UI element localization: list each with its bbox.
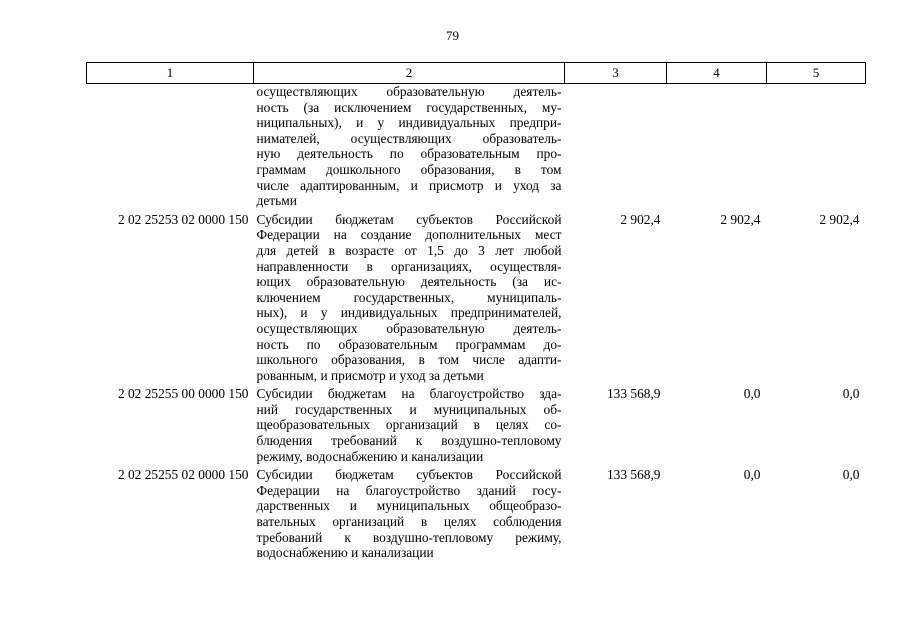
description-line: осуществляющих образовательную деятель- [256, 84, 562, 99]
description-line: ключением государственных, муниципаль- [256, 289, 562, 305]
description-line: вательных организаций в целях соблюдения [256, 514, 562, 530]
description-cell [254, 84, 565, 209]
description-line: ную деятельность по образовательным про- [256, 146, 562, 162]
amount-cell-col3 [565, 84, 667, 209]
description-line: для детей в возрасте от 1,5 до 3 лет любой [256, 242, 562, 258]
budget-code-cell: 2 02 25255 00 0000 150 [117, 386, 249, 402]
description-line: режиму, водоснабжению и канализации [256, 448, 484, 464]
column-header-2: 2 [254, 63, 565, 84]
amount-cell-col5: 2 902,4 [819, 211, 860, 227]
description-line: Субсидии бюджетам субъектов Российской [256, 211, 562, 227]
table-row [87, 209, 866, 384]
description-line: щеобразовательных организаций в целях со- [256, 417, 562, 433]
column-header-5: 5 [767, 63, 866, 84]
table-body [87, 84, 866, 561]
budget-code-cell [87, 84, 254, 209]
description-cell [254, 209, 565, 384]
table-header [87, 63, 866, 84]
amount-cell-col5: 0,0 [842, 467, 860, 483]
description-line: детьми [256, 193, 297, 209]
description-line: Федерации на благоустройство зданий госу- [256, 482, 562, 498]
description-cell [254, 383, 565, 464]
description-line: ность (за исключением государственных, му- [256, 99, 562, 115]
description-line: требований к воздушно-тепловому режиму, [256, 529, 562, 545]
description-line: граммам дошкольного образования, в том [256, 161, 562, 177]
table-row [87, 84, 866, 209]
table-row [87, 383, 866, 464]
table-row [87, 464, 866, 561]
amount-cell-col5: 0,0 [842, 386, 860, 402]
description-line: ний государственных и муниципальных об- [256, 401, 562, 417]
amount-cell-col3: 2 902,4 [620, 211, 661, 227]
column-header-4: 4 [667, 63, 767, 84]
amount-cell-col4 [667, 84, 767, 209]
description-line: школьного образования, в том числе адапти- [256, 352, 562, 368]
page-number: 79 [446, 28, 459, 43]
description-line: ющих образовательную деятельность (за ис- [256, 274, 562, 290]
description-line: ниципальных), и у индивидуальных предпри- [256, 115, 562, 131]
budget-table [86, 62, 866, 561]
description-line: нимателей, осуществляющих образователь- [256, 130, 562, 146]
description-line: дарственных и муниципальных общеобразо- [256, 498, 562, 514]
amount-cell-col4: 2 902,4 [720, 211, 761, 227]
amount-cell-col5 [767, 84, 866, 209]
description-line: ность по образовательным программам до- [256, 336, 562, 352]
description-line: Субсидии бюджетам на благоустройство зда- [256, 386, 562, 402]
amount-cell-col4: 0,0 [743, 467, 761, 483]
description-cell [254, 464, 565, 561]
description-line: числе адаптированным, и присмотр и уход за [256, 177, 562, 193]
description-line: ных), и у индивидуальных предпринимателей, [256, 305, 562, 321]
budget-code-cell: 2 02 25253 02 0000 150 [117, 211, 249, 227]
description-line: направленности в организациях, осуществля- [256, 258, 562, 274]
amount-cell-col3: 133 568,9 [606, 467, 661, 483]
description-line: Федерации на создание дополнительных мест [256, 227, 562, 243]
description-line: Субсидии бюджетам субъектов Российской [256, 467, 562, 483]
description-line: блюдения требований к воздушно-тепловому [256, 433, 562, 449]
description-line: рованным, и присмотр и уход за детьми [256, 367, 484, 383]
table-header-row [87, 63, 866, 84]
description-line: водоснабжению и канализации [256, 545, 434, 561]
amount-cell-col4: 0,0 [743, 386, 761, 402]
amount-cell-col3: 133 568,9 [606, 386, 661, 402]
column-header-3: 3 [565, 63, 667, 84]
column-header-1: 1 [87, 63, 254, 84]
description-line: осуществляющих образовательную деятель- [256, 320, 562, 336]
budget-code-cell: 2 02 25255 02 0000 150 [117, 467, 249, 483]
